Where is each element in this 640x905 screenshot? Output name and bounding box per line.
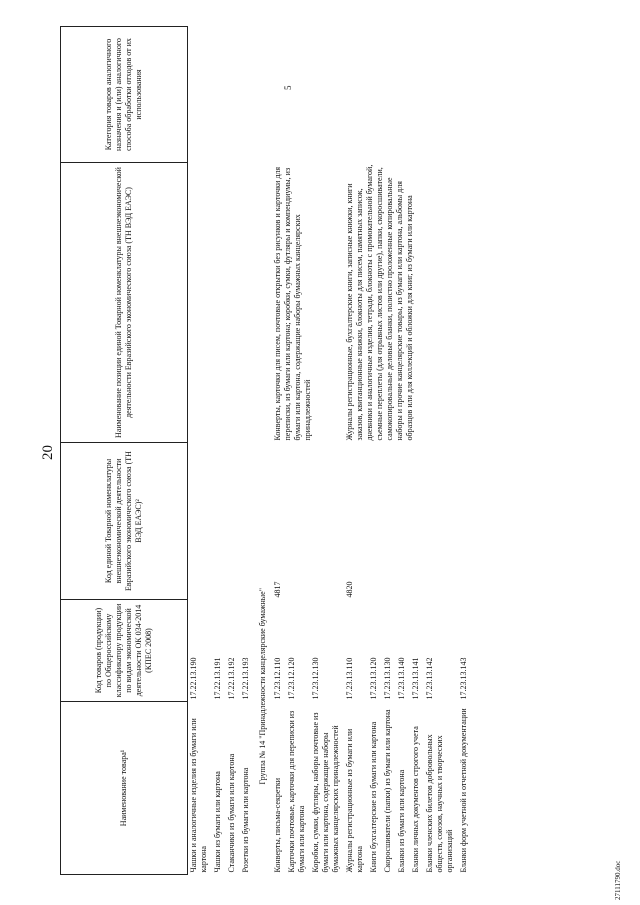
tnved-code: 4817 [273,581,282,598]
table-row [396,27,410,875]
product-name: Коробки, сумки, футляры, наборы почтовые из бумаги или картона, содержащие наборы бумажных канцелярских принадлежностей [311,712,340,873]
header-tnved-code: Код единой Товарной номенклатуры внешнеэкономической деятельности Евразийского экономического союза (ТН ВЭД ЕАЭС)² [61,443,188,600]
table-row [240,27,254,875]
okpd-code: 17.22.13.193 [241,657,250,700]
product-name: Чашки из бумаги или картона [213,771,222,873]
product-name: Скоросшиватели (папки) из бумаги или картона [383,709,392,873]
okpd-code: 17.23.13.142 [425,657,434,700]
okpd-code: 17.23.13.110 [345,657,354,700]
tnved-name: Конверты, карточки для писем, почтовые открытки без рисунков и карточки для переписки, из бумаги или картона; коробки, сумки, футляры и компендиумы, из бумаги или картона, содержащие наборы бумажных канцелярских принадлежностей [273,166,312,441]
product-name: Бланки из бумаги или картона [397,769,406,873]
tnved-name: Журналы регистрационные, бухгалтерские книги, записные книжки, книги заказов, квитанционные книжки, блокноты для писем, памятных записок, дневники и аналогичные изделия, тетради, блокноты с промокательной бумагой, съемные переплеты (для отрывных листов или другие), папки, скоросшиватели, самокопировальные деловые бланки, полистно проложенные копировальные наборы и прочие канцелярские товары, из бумаги или картона, альбомы для образцов или для коллекций и обложки для книг, из бумаги или картона [345,164,414,441]
okpd-code: 17.23.13.130 [383,657,392,700]
product-name: Журналы регистрационные из бумаги или картона [345,728,364,873]
okpd-code: 17.23.12.120 [287,657,296,700]
footer-doc-code: 27111790.doc [614,860,622,900]
table-row [212,27,226,875]
table-row [410,27,424,875]
header-okpd-code: Код товаров (продукции) по Общероссийскому классификатору продукции по видам экономической деятельности ОК 034-2014 (КПЕС 2008) [61,600,188,702]
header-category: Категория товаров аналогичного назначения и (или) аналогичного способа обработки отходов от их использования [61,27,188,163]
table-row [226,27,240,875]
okpd-code: 17.22.13.191 [213,657,222,700]
okpd-code: 17.23.12.130 [311,657,320,700]
page-number: 20 [40,445,56,460]
table-header-row [61,27,188,875]
product-name: Бланки форм учетной и отчетной документации [459,708,468,873]
okpd-code: 17.22.13.192 [227,657,236,700]
product-name: Конверты, письма-секретки [273,777,282,873]
table-row [368,27,382,875]
okpd-code: 17.23.13.120 [369,657,378,700]
table-row [310,27,344,875]
table-row [272,27,286,875]
product-name: Книги бухгалтерские из бумаги или картона [369,721,378,873]
okpd-code: 17.23.13.141 [411,657,420,700]
group-title: Группа № 14 "Принадлежности канцелярские бумажные" [258,588,267,785]
okpd-code: 17.23.13.143 [459,657,468,700]
table-row [344,27,368,875]
product-name: Карточки почтовые, карточки для переписки из бумаги или картона [287,710,306,873]
tnved-code: 4820 [345,581,354,598]
table-row [286,27,310,875]
product-name: Бланки личных документов строгого учета [411,726,420,873]
table-row [458,27,472,875]
table-row [424,27,458,875]
product-name: Бланки членских билетов добровольных обществ, союзов, научных и творческих организаций [425,734,454,873]
goods-table [60,26,472,875]
product-name: Стаканчики из бумаги или картона [227,753,236,873]
product-name: Чашки и аналогичные изделия из бумаги или картона [189,718,208,873]
okpd-code: 17.23.13.140 [397,657,406,700]
header-tnved-name: Наименование позиции единой Товарной номенклатуры внешнеэкономической деятельности Евразийского экономического союза (ТН ВЭД ЕАЭС) [61,163,188,443]
header-product-name: Наименование товара¹ [61,702,188,875]
okpd-code: 17.23.12.110 [273,657,282,700]
okpd-code: 17.22.13.190 [189,657,198,700]
product-name: Розетки из бумаги или картона [241,767,250,873]
table-row [382,27,396,875]
group-row [254,27,272,875]
side-page-number: 5 [283,85,293,90]
table-row [188,27,213,875]
